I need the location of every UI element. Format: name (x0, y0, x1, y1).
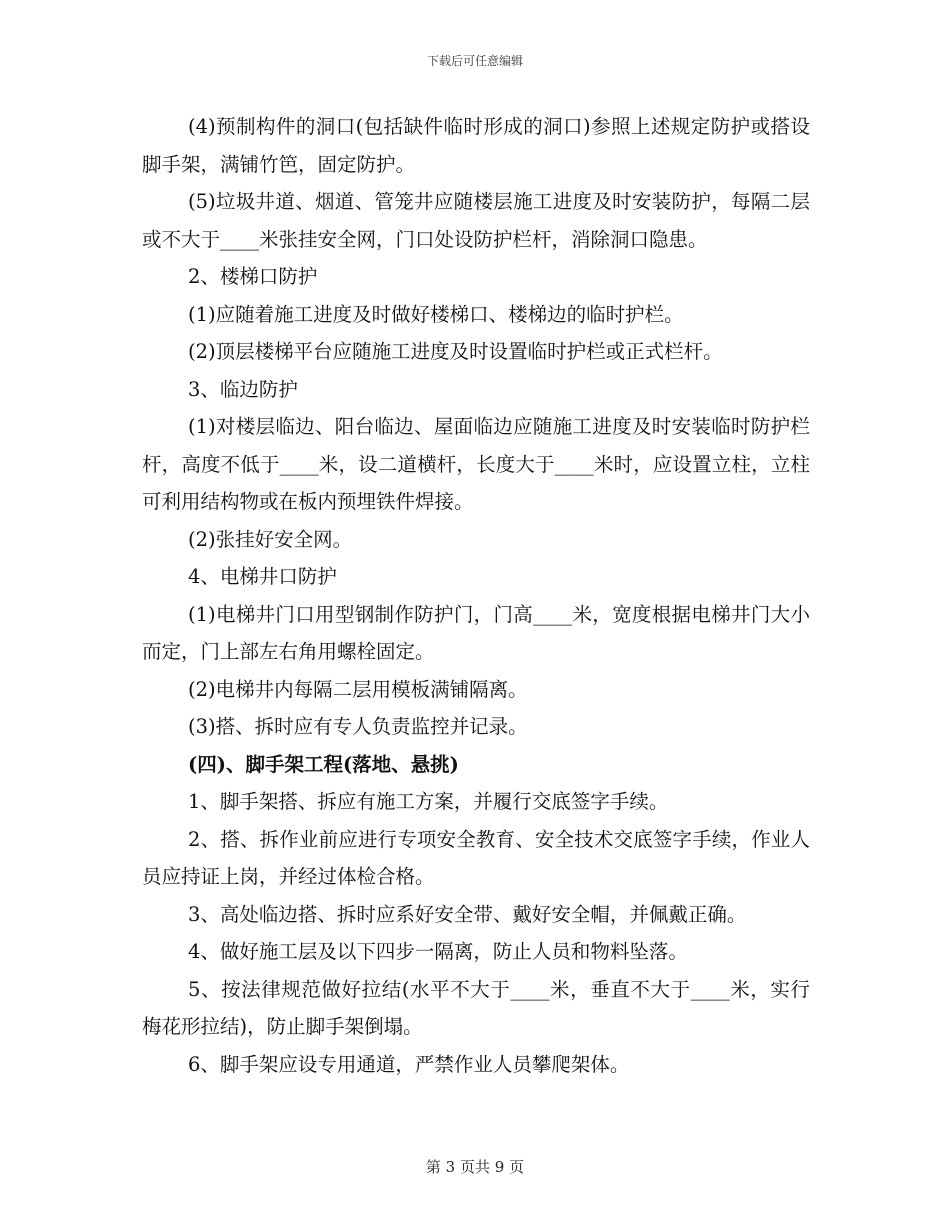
paragraph: 2、搭、拆作业前应进行专项安全教育、安全技术交底签字手续，作业人员应持证上岗，并经过体检合格。 (142, 827, 810, 888)
paragraph: (1)电梯井门口用型钢制作防护门，门高____米，宽度根据电梯井门大小而定，门上部左右角用螺栓固定。 (142, 602, 810, 663)
paragraph: (1)应随着施工进度及时做好楼梯口、楼梯边的临时护栏。 (188, 302, 684, 326)
paragraph: 1、脚手架搭、拆应有施工方案，并履行交底签字手续。 (188, 790, 669, 813)
section-heading: 3、临边防护 (188, 377, 298, 401)
chapter-heading: (四)、脚手架工程(落地、悬挑) (188, 752, 459, 776)
paragraph: 3、高处临边搭、拆时应系好安全带、戴好安全帽，并佩戴正确。 (188, 902, 747, 926)
paragraph: (2)电梯井内每隔二层用模板满铺隔离。 (188, 677, 528, 701)
paragraph: (2)张挂好安全网。 (188, 527, 353, 551)
page-header: 下载后可任意编辑 (426, 54, 523, 68)
paragraph: (2)顶层楼梯平台应随施工进度及时设置临时护栏或正式栏杆。 (188, 340, 723, 363)
paragraph: 4、做好施工层及以下四步一隔离，防止人员和物料坠落。 (188, 940, 688, 963)
paragraph: (4)预制构件的洞口(包括缺件临时形成的洞口)参照上述规定防护或搭设脚手架，满铺竹笆，固定防护。 (142, 115, 810, 176)
section-heading: 2、楼梯口防护 (188, 265, 318, 288)
document-body (142, 108, 810, 1083)
page-number: 第 3 页共 9 页 (425, 1158, 525, 1176)
paragraph: 6、脚手架应设专用通道，严禁作业人员攀爬架体。 (188, 1052, 630, 1076)
paragraph: (3)搭、拆时应有专人负责监控并记录。 (188, 715, 528, 738)
paragraph: (5)垃圾井道、烟道、管笼井应随楼层施工进度及时安装防护，每隔二层或不大于____米张挂安全网，门口处设防护栏杆，消除洞口隐患。 (142, 190, 810, 251)
section-heading: 4、电梯井口防护 (188, 565, 337, 588)
paragraph: (1)对楼层临边、阳台临边、屋面临边应随施工进度及时安装临时防护栏杆，高度不低于____米，设二道横杆，长度大于____米时，应设置立柱，立柱可利用结构物或在板内预埋铁件焊接。 (142, 415, 810, 513)
paragraph: 5、按法律规范做好拉结(水平不大于____米，垂直不大于____米，实行梅花形拉结)，防止脚手架倒塌。 (142, 977, 810, 1038)
